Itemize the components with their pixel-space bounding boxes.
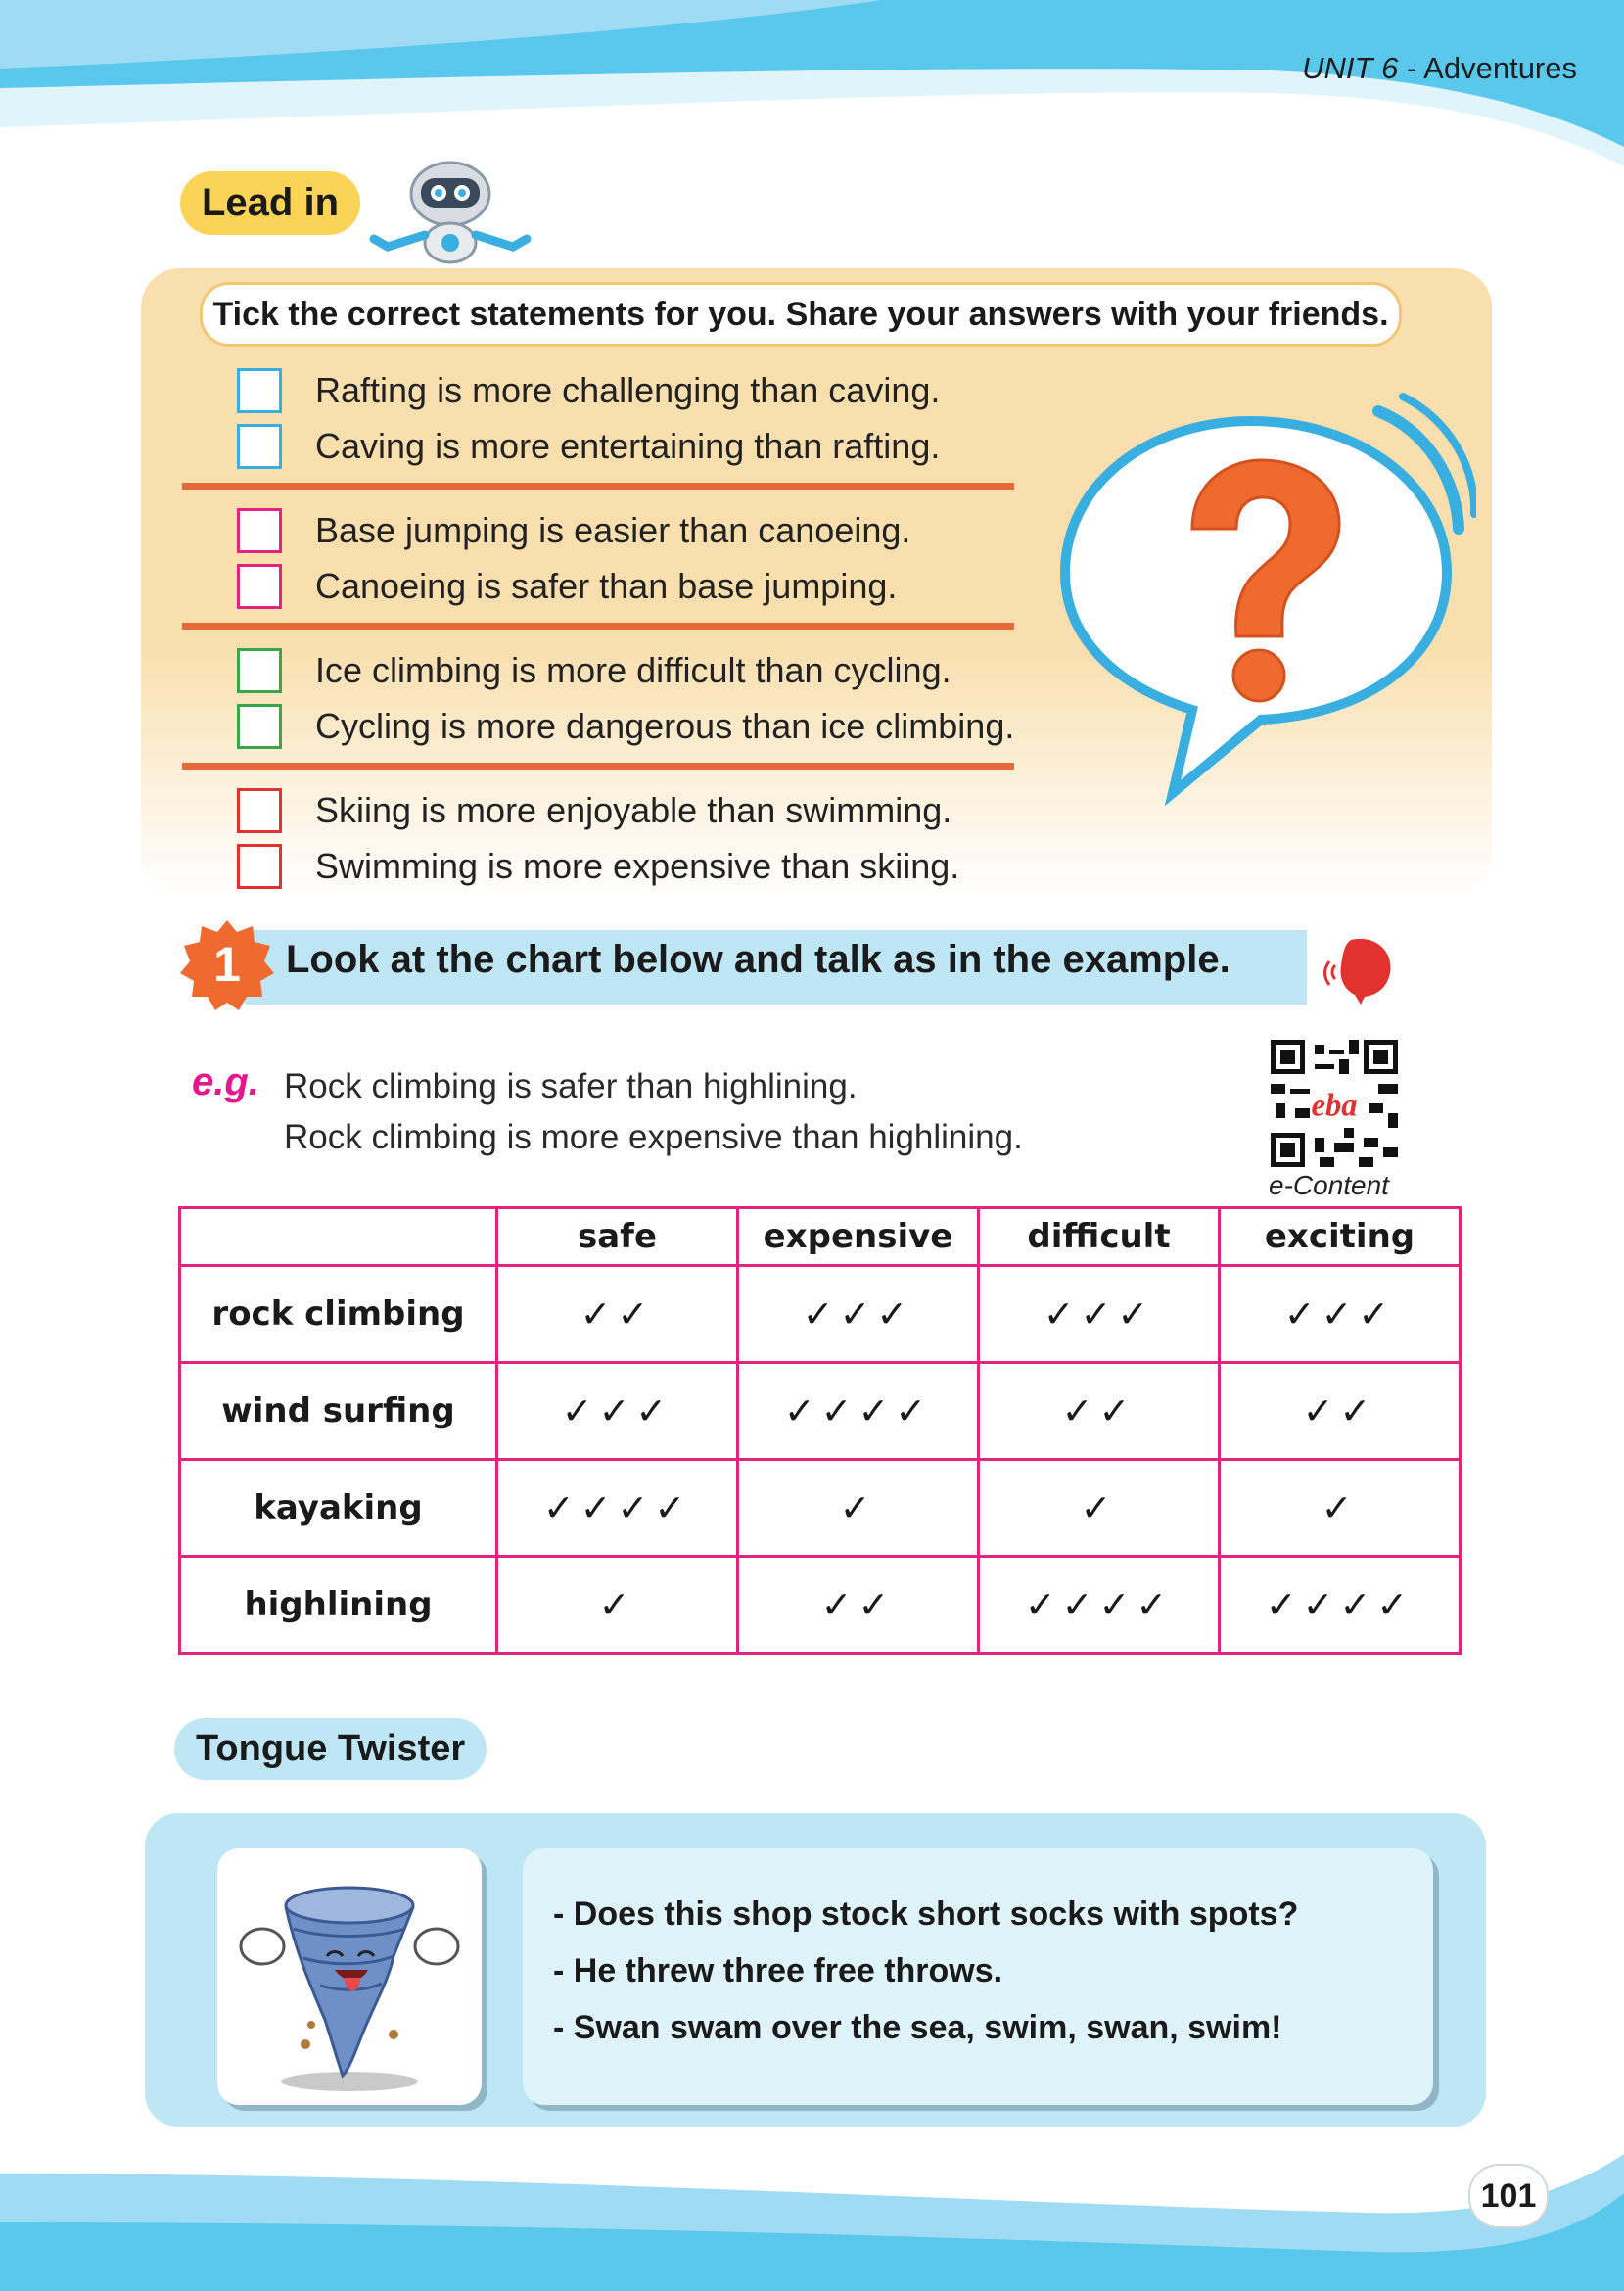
- robot-mascot-icon: [364, 157, 536, 268]
- tick-rating-cell: ✓✓✓✓: [738, 1363, 979, 1460]
- tick-checkbox[interactable]: [237, 508, 282, 553]
- header-banner: [0, 0, 1624, 186]
- unit-number: UNIT 6: [1302, 51, 1399, 85]
- table-row: [180, 1460, 1461, 1557]
- statement-row[interactable]: [237, 421, 940, 472]
- svg-text:eba: eba: [1311, 1088, 1358, 1124]
- tick-checkbox[interactable]: [237, 788, 282, 833]
- statement-text: Cycling is more dangerous than ice climbing.: [315, 706, 1015, 746]
- statement-row[interactable]: [237, 505, 910, 556]
- statement-text: Canoeing is safer than base jumping.: [315, 566, 898, 606]
- activity-number-badge: [180, 918, 274, 1012]
- example-label: e.g.: [192, 1060, 259, 1103]
- tick-rating-cell: ✓✓: [979, 1363, 1220, 1460]
- statement-text: Base jumping is easier than canoeing.: [315, 510, 911, 550]
- speaking-icon: [1322, 930, 1398, 1006]
- tick-rating-cell: ✓: [979, 1460, 1220, 1557]
- tick-rating-cell: ✓: [1220, 1460, 1461, 1557]
- tick-rating-cell: ✓✓✓✓: [1220, 1557, 1461, 1654]
- tick-rating-cell: ✓✓✓✓: [979, 1557, 1220, 1654]
- column-header: expensive: [738, 1208, 979, 1266]
- tick-checkbox[interactable]: [237, 648, 282, 693]
- table-row: [180, 1266, 1461, 1363]
- table-header-row: [180, 1208, 1461, 1266]
- tick-checkbox[interactable]: [237, 368, 282, 413]
- comparison-table: [178, 1206, 1462, 1655]
- statement-row[interactable]: [237, 561, 897, 612]
- tick-checkbox[interactable]: [237, 844, 282, 889]
- statement-text: Skiing is more enjoyable than swimming.: [315, 790, 952, 830]
- unit-title: [1302, 51, 1577, 86]
- qr-code-icon[interactable]: [1271, 1040, 1398, 1167]
- statement-row[interactable]: [237, 841, 959, 892]
- statement-text: Caving is more entertaining than rafting.: [315, 426, 941, 466]
- corner-cell: [180, 1208, 497, 1266]
- row-activity-label: rock climbing: [180, 1266, 497, 1363]
- statement-text: Rafting is more challenging than caving.: [315, 370, 941, 410]
- tick-rating-cell: ✓✓✓: [738, 1266, 979, 1363]
- group-divider: [182, 763, 1014, 770]
- row-activity-label: kayaking: [180, 1460, 497, 1557]
- statement-row[interactable]: [237, 645, 951, 696]
- comparison-chart: [178, 1206, 1462, 1655]
- tongue-twister-line: - Does this shop stock short socks with spots?: [553, 1895, 1299, 1933]
- statement-text: Swimming is more expensive than skiing.: [315, 846, 960, 886]
- tick-rating-cell: ✓✓: [497, 1266, 738, 1363]
- table-row: [180, 1363, 1461, 1460]
- column-header: exciting: [1220, 1208, 1461, 1266]
- column-header: difficult: [979, 1208, 1220, 1266]
- row-activity-label: highlining: [180, 1557, 497, 1654]
- tongue-twister-line: - Swan swam over the sea, swim, swan, swim!: [553, 2009, 1282, 2046]
- example-sentence: Rock climbing is more expensive than highlining.: [284, 1118, 1023, 1156]
- group-divider: [182, 483, 1014, 490]
- tick-checkbox[interactable]: [237, 564, 282, 609]
- statement-row[interactable]: [237, 701, 1014, 752]
- page-number: 101: [1468, 2164, 1549, 2228]
- tick-rating-cell: ✓✓: [738, 1557, 979, 1654]
- footer-banner: [0, 2134, 1624, 2291]
- tick-rating-cell: ✓✓✓: [1220, 1266, 1461, 1363]
- example-sentence: Rock climbing is safer than highlining.: [284, 1067, 858, 1105]
- unit-name: - Adventures: [1398, 51, 1577, 85]
- table-row: [180, 1557, 1461, 1654]
- tongue-twister-line: - He threw three free throws.: [553, 1952, 1003, 1989]
- tick-checkbox[interactable]: [237, 704, 282, 749]
- tick-rating-cell: ✓: [497, 1557, 738, 1654]
- question-bubble-icon: [1055, 392, 1476, 813]
- tick-rating-cell: ✓✓✓: [979, 1266, 1220, 1363]
- tick-rating-cell: ✓✓✓: [497, 1363, 738, 1460]
- tongue-twister-label: Tongue Twister: [174, 1718, 487, 1780]
- row-activity-label: wind surfing: [180, 1363, 497, 1460]
- tornado-mascot-icon: [217, 1848, 482, 2105]
- activity-1-title: Look at the chart below and talk as in the example.: [286, 938, 1230, 981]
- lead-in-instruction: Tick the correct statements for you. Share your answers with your friends.: [200, 282, 1402, 347]
- tick-rating-cell: ✓✓✓✓: [497, 1460, 738, 1557]
- statement-text: Ice climbing is more difficult than cycling.: [315, 650, 951, 690]
- column-header: safe: [497, 1208, 738, 1266]
- tick-rating-cell: ✓✓: [1220, 1363, 1461, 1460]
- group-divider: [182, 623, 1014, 630]
- lead-in-label: Lead in: [180, 171, 360, 235]
- tornado-picture-card: [217, 1848, 482, 2105]
- tick-checkbox[interactable]: [237, 424, 282, 469]
- tick-rating-cell: ✓: [738, 1460, 979, 1557]
- statement-row[interactable]: [237, 785, 951, 836]
- statement-row[interactable]: [237, 365, 940, 416]
- activity-number: 1: [213, 937, 241, 992]
- e-content-label: e-Content: [1269, 1170, 1389, 1200]
